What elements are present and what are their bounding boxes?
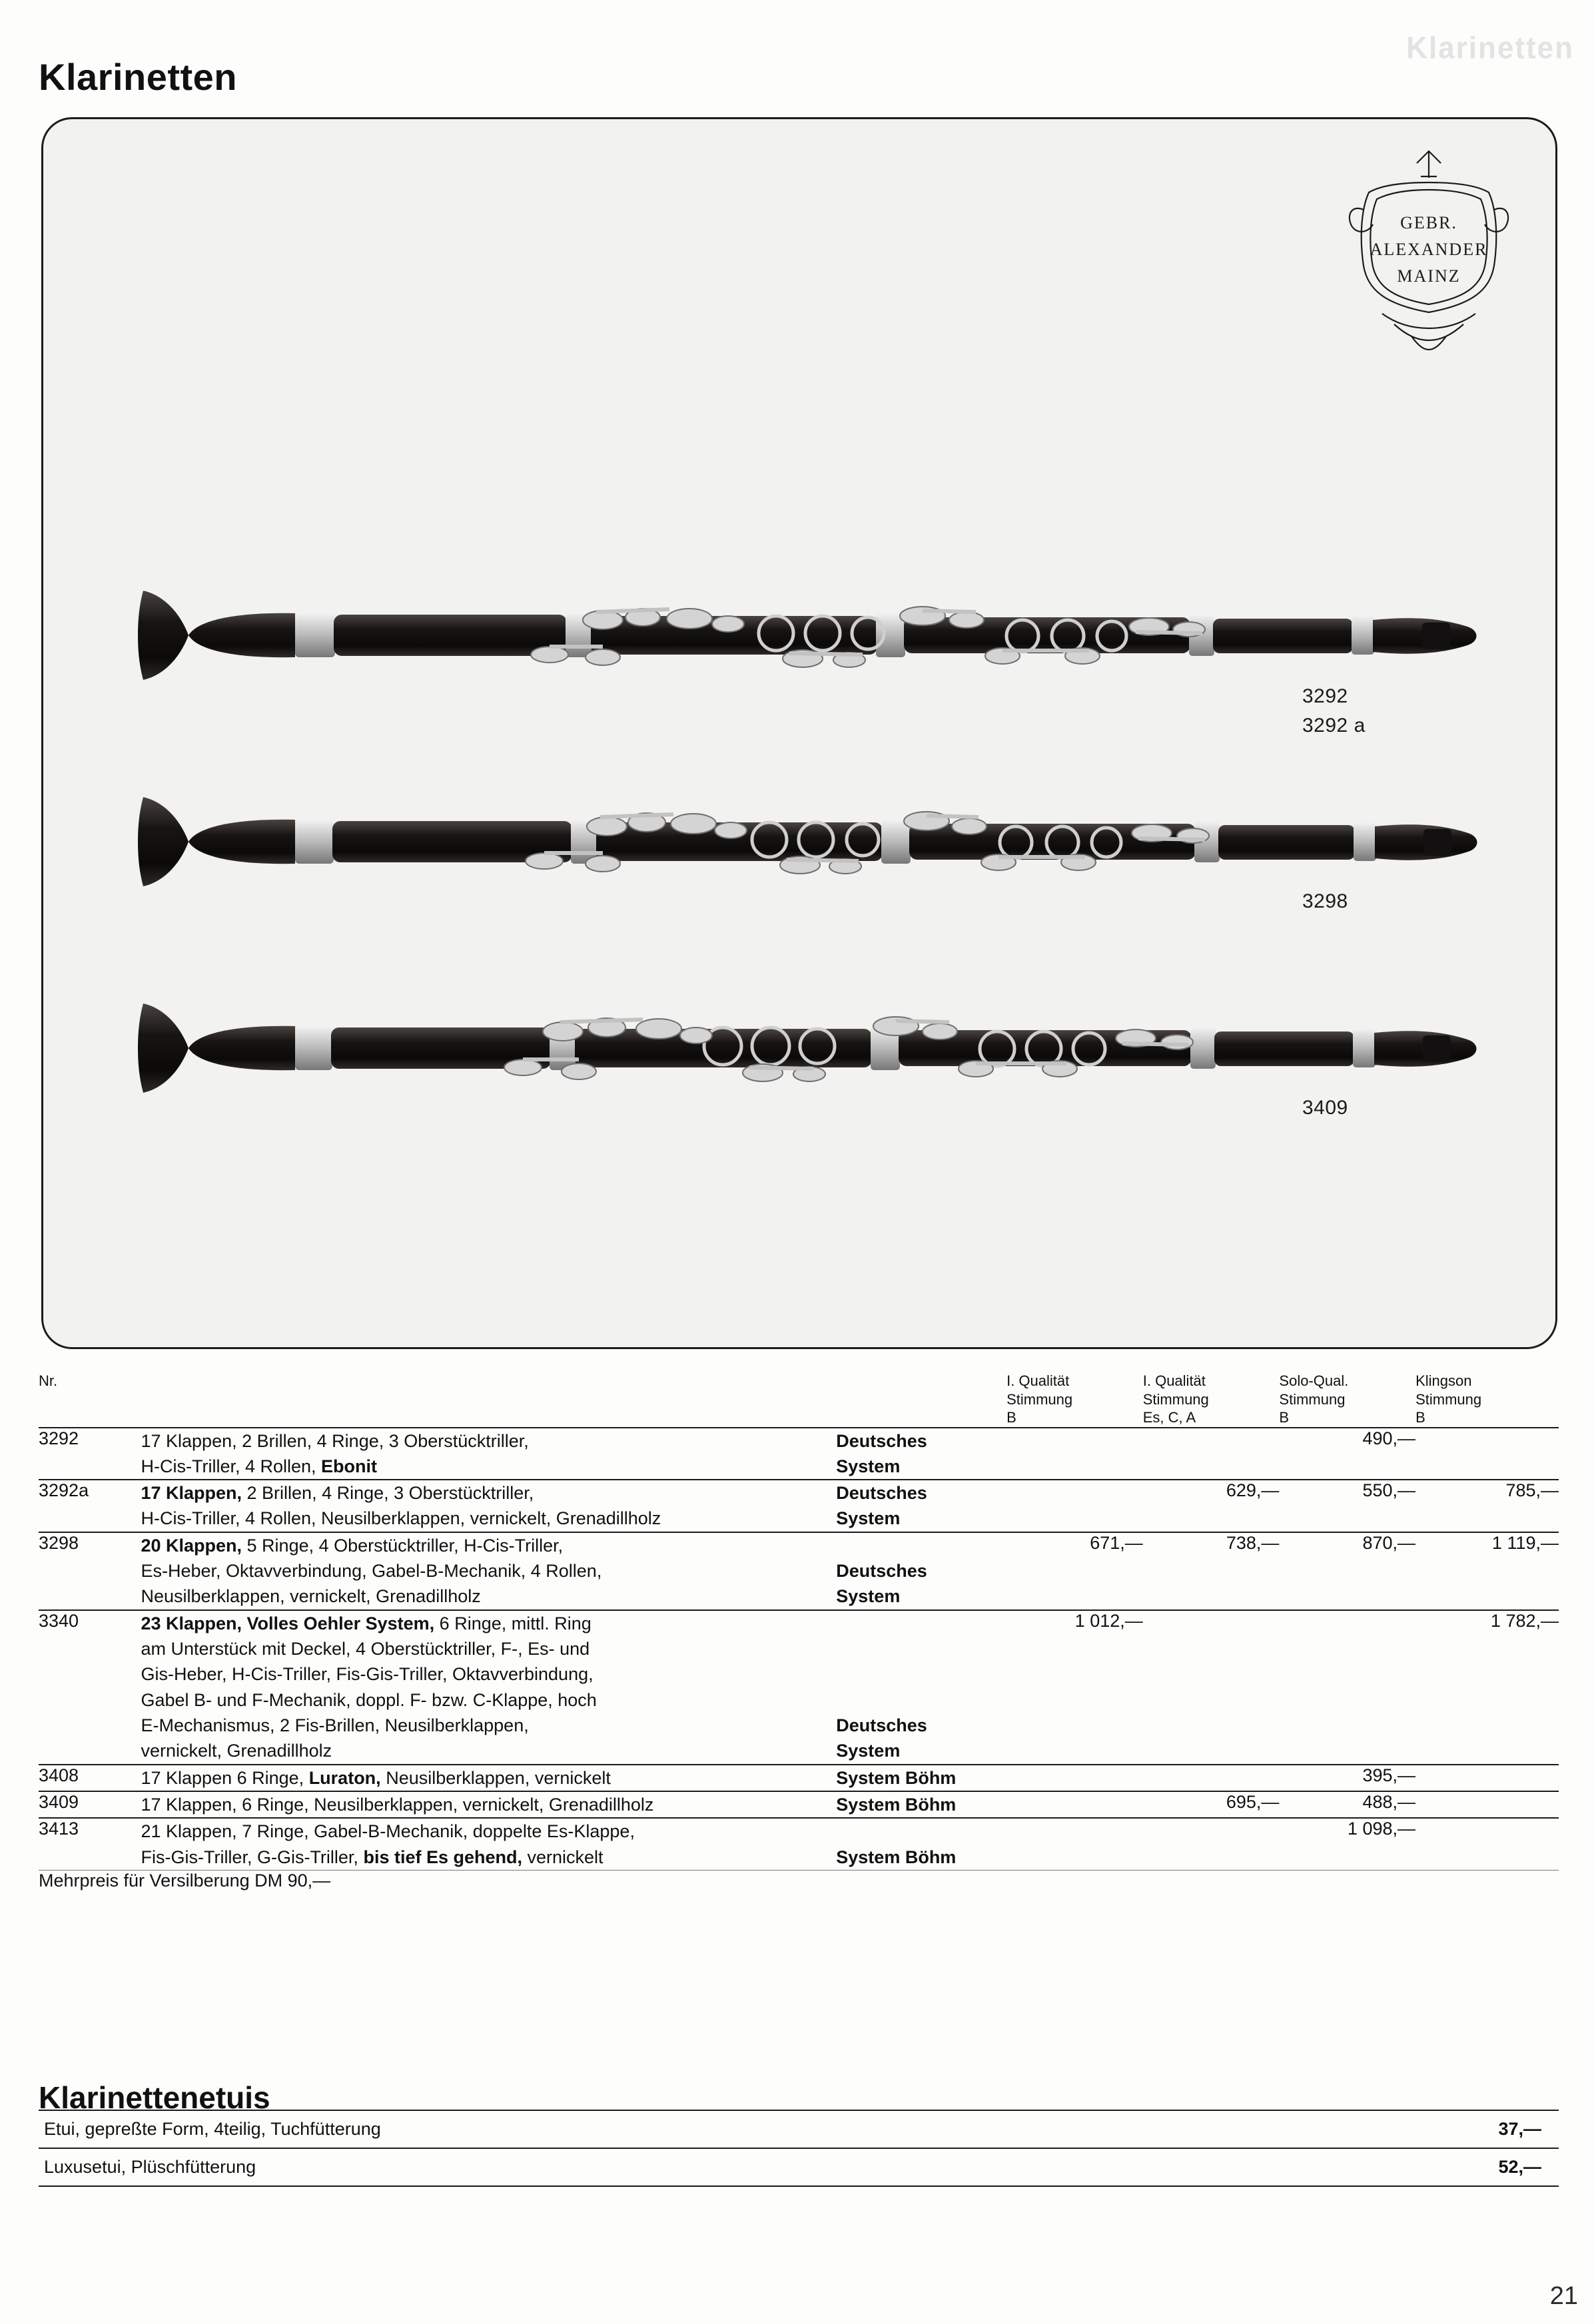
case-description: Etui, gepreßte Form, 4teilig, Tuchfütterung xyxy=(39,2110,1314,2148)
cell-description: 20 Klappen, 5 Ringe, 4 Oberstücktriller, H-Cis-Triller, Es-Heber, Oktavverbindung, Gabel-B-Mechanik, 4 Rollen, Neusilberklappen, vernickelt, Grenadillholz xyxy=(141,1532,836,1610)
clarinet-image-3409 xyxy=(137,985,1509,1111)
page-number: 21 xyxy=(1549,2282,1578,2310)
maker-crest-logo xyxy=(1342,146,1515,359)
cell-price-1 xyxy=(1006,1791,1143,1818)
header-klingson xyxy=(1415,1372,1559,1428)
header-solo-quality-line1: Solo-Qual. xyxy=(1279,1372,1349,1389)
cell-price-2 xyxy=(1143,1428,1280,1480)
cell-system: Deutsches System xyxy=(836,1532,1006,1610)
header-quality-2 xyxy=(1143,1372,1280,1428)
header-quality-1-line3: B xyxy=(1006,1409,1016,1426)
cell-price-3: 395,— xyxy=(1279,1765,1415,1791)
cell-price-4: 1 782,— xyxy=(1415,1610,1559,1765)
cell-system: System Böhm xyxy=(836,1818,1006,1870)
cell-article-number: 3292a xyxy=(39,1480,141,1532)
table-row xyxy=(39,1480,1559,1532)
cell-price-3: 550,— xyxy=(1279,1480,1415,1532)
header-system xyxy=(836,1372,1006,1428)
header-quality-2-line1: I. Qualität xyxy=(1142,1372,1206,1389)
table-header-row xyxy=(39,1372,1559,1428)
header-description xyxy=(141,1372,836,1428)
header-klingson-line3: B xyxy=(1415,1409,1425,1426)
cell-price-4 xyxy=(1415,1791,1559,1818)
header-quality-2-line2: Stimmung xyxy=(1142,1390,1209,1408)
cell-article-number: 3413 xyxy=(39,1818,141,1870)
table-row xyxy=(39,1428,1559,1480)
cell-description: 21 Klappen, 7 Ringe, Gabel-B-Mechanik, doppelte Es-Klappe, Fis-Gis-Triller, G-Gis-Triller, bis tief Es gehend, vernickelt xyxy=(141,1818,836,1870)
cases-table xyxy=(39,2110,1559,2187)
cases-section-title: Klarinettenetuis xyxy=(39,2080,270,2116)
crest-line-2: ALEXANDER xyxy=(1370,240,1488,259)
cell-price-1: 1 012,— xyxy=(1006,1610,1143,1765)
cell-description: 23 Klappen, Volles Oehler System, 6 Ringe, mittl. Ring am Unterstück mit Deckel, 4 Oberstücktriller, F-, Es- und Gis-Heber, H-Cis-Triller, Fis-Gis-Triller, Oktavverbindung, Gabel B- und F-Mechanik, doppl. F- bzw. C-Klappe, hoch E-Mechanismus, 2 Fis-Brillen, Neusilberklappen, vernickelt, Grenadillholz xyxy=(141,1610,836,1765)
cell-price-4 xyxy=(1415,1818,1559,1870)
header-quality-2-line3: Es, C, A xyxy=(1142,1409,1196,1426)
header-solo-quality-line3: B xyxy=(1279,1409,1290,1426)
header-quality-1-line2: Stimmung xyxy=(1006,1390,1073,1408)
cell-price-1: 671,— xyxy=(1006,1532,1143,1610)
cell-system: Deutsches System xyxy=(836,1428,1006,1480)
header-klingson-line1: Klingson xyxy=(1415,1372,1472,1389)
table-row xyxy=(39,1791,1559,1818)
cell-price-2 xyxy=(1143,1818,1280,1870)
cell-system: Deutsches System xyxy=(836,1610,1006,1765)
cell-price-3: 490,— xyxy=(1279,1428,1415,1480)
case-description: Luxusetui, Plüschfütterung xyxy=(39,2148,1314,2186)
header-quality-1 xyxy=(1006,1372,1143,1428)
cell-description: 17 Klappen, 2 Brillen, 4 Ringe, 3 Oberstücktriller, H-Cis-Triller, 4 Rollen, Ebonit xyxy=(141,1428,836,1480)
cell-price-4 xyxy=(1415,1765,1559,1791)
table-row xyxy=(39,1532,1559,1610)
cell-system: System Böhm xyxy=(836,1765,1006,1791)
table-row xyxy=(39,1765,1559,1791)
cell-price-4: 1 119,— xyxy=(1415,1532,1559,1610)
clarinet-image-3298 xyxy=(137,778,1509,905)
cell-article-number: 3408 xyxy=(39,1765,141,1791)
cell-article-number: 3409 xyxy=(39,1791,141,1818)
cell-price-1 xyxy=(1006,1480,1143,1532)
cell-price-3: 1 098,— xyxy=(1279,1818,1415,1870)
case-row xyxy=(39,2110,1559,2148)
surcharge-note-row xyxy=(39,1871,1559,1892)
specification-table xyxy=(39,1372,1559,1891)
cell-price-1 xyxy=(1006,1818,1143,1870)
cell-price-2: 629,— xyxy=(1143,1480,1280,1532)
header-quality-1-line1: I. Qualität xyxy=(1006,1372,1070,1389)
illustration-label-3298: 3298 xyxy=(1302,890,1348,912)
header-solo-quality-line2: Stimmung xyxy=(1279,1390,1346,1408)
cell-price-1 xyxy=(1006,1428,1143,1480)
illustration-label-3292a: 3292 a xyxy=(1302,715,1366,736)
cell-price-2 xyxy=(1143,1765,1280,1791)
cell-description: 17 Klappen, 2 Brillen, 4 Ringe, 3 Oberstücktriller, H-Cis-Triller, 4 Rollen, Neusilberklappen, vernickelt, Grenadillholz xyxy=(141,1480,836,1532)
cell-description: 17 Klappen, 6 Ringe, Neusilberklappen, vernickelt, Grenadillholz xyxy=(141,1791,836,1818)
table-row xyxy=(39,1610,1559,1765)
cell-price-3: 488,— xyxy=(1279,1791,1415,1818)
cell-price-2: 738,— xyxy=(1143,1532,1280,1610)
cell-system: System Böhm xyxy=(836,1791,1006,1818)
cell-price-4 xyxy=(1415,1428,1559,1480)
illustration-label-3292: 3292 xyxy=(1302,685,1348,707)
cell-article-number: 3298 xyxy=(39,1532,141,1610)
header-solo-quality xyxy=(1279,1372,1415,1428)
cell-description: 17 Klappen 6 Ringe, Luraton, Neusilberklappen, vernickelt xyxy=(141,1765,836,1791)
cell-price-2: 695,— xyxy=(1143,1791,1280,1818)
cell-price-3: 870,— xyxy=(1279,1532,1415,1610)
cell-system: Deutsches System xyxy=(836,1480,1006,1532)
cell-price-3 xyxy=(1279,1610,1415,1765)
cell-price-4: 785,— xyxy=(1415,1480,1559,1532)
case-price: 52,— xyxy=(1314,2148,1559,2186)
cell-article-number: 3340 xyxy=(39,1610,141,1765)
illustration-panel xyxy=(41,117,1557,1349)
cell-article-number: 3292 xyxy=(39,1428,141,1480)
ghost-title-bleed: Klarinetten xyxy=(1406,31,1574,66)
illustration-label-3409: 3409 xyxy=(1302,1097,1348,1119)
crest-line-1: GEBR. xyxy=(1400,213,1457,232)
header-nr: Nr. xyxy=(39,1372,58,1389)
clarinet-image-3292 xyxy=(137,572,1509,699)
header-klingson-line2: Stimmung xyxy=(1415,1390,1482,1408)
cell-price-2 xyxy=(1143,1610,1280,1765)
table-row xyxy=(39,1818,1559,1870)
cell-price-1 xyxy=(1006,1765,1143,1791)
case-price: 37,— xyxy=(1314,2110,1559,2148)
surcharge-note: Mehrpreis für Versilberung DM 90,— xyxy=(39,1871,1559,1892)
case-row xyxy=(39,2148,1559,2186)
page-title: Klarinetten xyxy=(39,55,237,98)
crest-line-3: MAINZ xyxy=(1397,266,1461,286)
